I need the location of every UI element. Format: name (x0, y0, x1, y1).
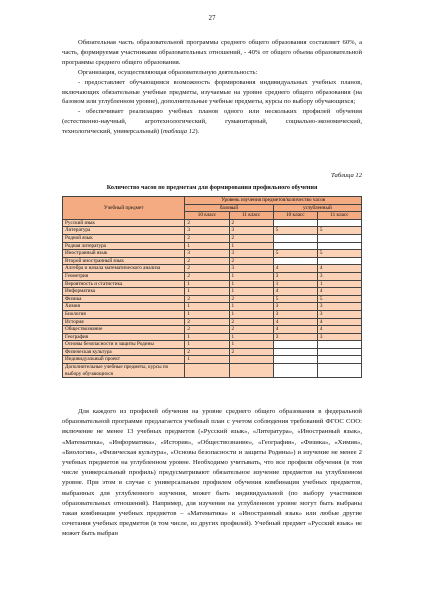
hours-cell: 4 (273, 318, 317, 326)
hours-cell (185, 364, 229, 378)
hours-cell: 1 (229, 272, 273, 280)
hours-cell: 5 (273, 250, 317, 258)
header-grade: 10 класс (273, 212, 317, 220)
table-row (63, 219, 362, 227)
table-row (63, 333, 362, 341)
subject-cell: Иностранный язык (63, 250, 185, 258)
subject-cell: Физика (63, 295, 185, 303)
hours-cell: 2 (185, 318, 229, 326)
subject-cell: Химия (63, 303, 185, 311)
table-row (63, 326, 362, 334)
table-row (63, 272, 362, 280)
hours-cell: 1 (229, 288, 273, 296)
bottom-text (62, 407, 362, 540)
hours-cell: 3 (229, 227, 273, 235)
hours-cell: 3 (185, 227, 229, 235)
header-advanced: углубленный (273, 204, 361, 212)
table-row (63, 303, 362, 311)
hours-cell: 2 (185, 272, 229, 280)
table-title: Количество часов по предметам для формирования профильного обучения (106, 184, 318, 191)
hours-cell: 3 (185, 250, 229, 258)
hours-cell: 5 (317, 250, 361, 258)
table-row (63, 356, 362, 364)
hours-cell: 2 (229, 257, 273, 265)
hours-cell (229, 364, 273, 378)
hours-cell (317, 348, 361, 356)
subject-cell: Индивидуальный проект (63, 356, 185, 364)
hours-cell: 4 (317, 318, 361, 326)
intro-paragraph-4-end: ). (195, 128, 200, 136)
table-reference: таблица 12 (162, 128, 196, 136)
hours-cell: 1 (185, 356, 229, 364)
hours-cell: 1 (229, 310, 273, 318)
header-grade: 11 класс (317, 212, 361, 220)
hours-cell: 1 (273, 280, 317, 288)
hours-cell: 1 (185, 288, 229, 296)
hours-cell: 2 (185, 257, 229, 265)
subject-cell: Обществознание (63, 326, 185, 334)
hours-cell: 2 (185, 348, 229, 356)
hours-cell: 3 (317, 272, 361, 280)
hours-cell: 5 (317, 295, 361, 303)
hours-cell: 1 (229, 341, 273, 349)
table-row (63, 280, 362, 288)
hours-cell: 1 (229, 303, 273, 311)
table-number: Таблица 12 (331, 172, 362, 179)
hours-cell (317, 341, 361, 349)
page-number: 27 (208, 14, 216, 22)
hours-cell: 3 (229, 265, 273, 273)
intro-paragraph-4-text: - обеспечивает реализацию учебных планов одного или нескольких профилей обучения (естественно-научный, агротехнологический, гуманитарный, социально-экономический, технологический, универсальный) ( (62, 108, 362, 136)
subject-cell: Основы безопасности и защиты Родины (63, 341, 185, 349)
table-body (63, 219, 362, 377)
hours-cell: 2 (229, 219, 273, 227)
subject-cell: Литература (63, 227, 185, 235)
hours-cell: 1 (185, 341, 229, 349)
subject-cell: Русский язык (63, 219, 185, 227)
table-row (63, 341, 362, 349)
hours-cell: 3 (229, 250, 273, 258)
subject-cell: Второй иностранный язык (63, 257, 185, 265)
intro-paragraph-2: Организация, осуществляющая образовательную деятельность: (78, 68, 258, 76)
hours-cell: 1 (185, 303, 229, 311)
hours-table (62, 196, 362, 378)
hours-cell: 3 (273, 333, 317, 341)
hours-cell: 4 (317, 326, 361, 334)
subject-cell: Родная литература (63, 242, 185, 250)
hours-cell: 2 (185, 219, 229, 227)
hours-cell: 1 (317, 280, 361, 288)
table-row (63, 348, 362, 356)
hours-cell: 5 (273, 227, 317, 235)
table-row (63, 242, 362, 250)
table-row (63, 288, 362, 296)
hours-cell: 2 (229, 326, 273, 334)
header-basic: базовый (185, 204, 273, 212)
table-row (63, 250, 362, 258)
hours-cell: 2 (229, 318, 273, 326)
table-row (63, 318, 362, 326)
hours-cell: 1 (185, 242, 229, 250)
subject-cell: Физическая культура (63, 348, 185, 356)
hours-cell: 2 (185, 295, 229, 303)
header-level: Уровень изучения предметов/количество часов (185, 197, 362, 205)
subject-cell: Информатика (63, 288, 185, 296)
subject-cell: История (63, 318, 185, 326)
header-grade: 11 класс (229, 212, 273, 220)
hours-cell (273, 234, 317, 242)
hours-cell: 5 (317, 227, 361, 235)
hours-cell (273, 364, 317, 378)
table-row (63, 310, 362, 318)
bottom-paragraph: Для каждого из профилей обучения на уровне среднего общего образования в федеральной образовательной программе предлагается учебный план с учетом соблюдения требований ФГОС СОО: включение не менее 13 учебных предметов («Русский язык», «Литература», «Иностранный язык», «Математика», «Информатика», «История», «Обществознание», «География», «Физика», «Химия», «Биология», «Физическая культура», «Основы безопасности и защиты Родины») и изучение не менее 2 учебных предметов на углубленном уровне. Необходимо учитывать, что все профили обучения (в том числе универсальный профиль) предусматривают обязательное изучение предметов на углубленном уровне. При этом в случае с универсальным профилем обучения комбинация учебных предметов, выбранных для углубленного изучения, может быть индивидуальной (по выбору участников образовательных отношений). Например, для изучения на углубленном уровне могут быть выбраны такая комбинация учебных предметов – «Математика» и «Иностранный язык» или любые другие сочетания учебных предметов (в том числе, из других профилей). Учебный предмет «Русский язык» не может быть выбран (62, 408, 362, 538)
hours-cell: 3 (317, 303, 361, 311)
hours-cell: 4 (273, 288, 317, 296)
hours-cell (273, 341, 317, 349)
hours-cell: 2 (185, 326, 229, 334)
hours-cell: 3 (273, 272, 317, 280)
subject-cell: Биология (63, 310, 185, 318)
hours-cell: 4 (273, 265, 317, 273)
hours-cell: 3 (273, 310, 317, 318)
hours-cell: 3 (317, 310, 361, 318)
hours-cell (317, 356, 361, 364)
intro-paragraph-1: Обязательная часть образовательной программы среднего общего образования составляет 60%, а часть, формируемая участниками образовательных отношений, - 40% от общего объема образовательной программы среднего общего образования. (62, 39, 362, 66)
table-row (63, 265, 362, 273)
hours-cell (273, 356, 317, 364)
intro-text (62, 38, 362, 137)
hours-cell (273, 219, 317, 227)
subject-cell: География (63, 333, 185, 341)
hours-cell: 1 (185, 333, 229, 341)
hours-cell (317, 219, 361, 227)
hours-cell (273, 242, 317, 250)
hours-cell (317, 242, 361, 250)
table-row (63, 295, 362, 303)
intro-paragraph-3: - предоставляет обучающимся возможность формирования индивидуальных учебных планов, включающих обязательные учебные предметы, изучаемые на уровне среднего общего образования (на базовом или углубленном уровне), дополнительные учебные предметы, курсы по выбору обучающихся; (62, 78, 362, 106)
table-row (63, 227, 362, 235)
hours-cell: 2 (229, 234, 273, 242)
hours-cell: 5 (273, 295, 317, 303)
hours-cell: 1 (229, 242, 273, 250)
hours-cell: 1 (229, 333, 273, 341)
hours-cell (273, 348, 317, 356)
hours-cell: 2 (229, 295, 273, 303)
hours-cell: 2 (185, 265, 229, 273)
hours-cell (229, 356, 273, 364)
hours-cell: 1 (185, 280, 229, 288)
hours-cell: 2 (185, 234, 229, 242)
hours-cell: 1 (229, 280, 273, 288)
hours-cell: 3 (273, 303, 317, 311)
hours-cell: 4 (317, 265, 361, 273)
hours-cell: 4 (317, 288, 361, 296)
table-row (63, 234, 362, 242)
hours-cell (317, 364, 361, 378)
hours-cell: 4 (273, 326, 317, 334)
subject-cell: Вероятность и статистика (63, 280, 185, 288)
hours-cell: 3 (317, 333, 361, 341)
subject-cell: Геометрия (63, 272, 185, 280)
table-row (63, 364, 362, 378)
hours-cell (317, 234, 361, 242)
intro-paragraph-4 (62, 107, 362, 137)
hours-cell (273, 257, 317, 265)
subject-cell: Дополнительные учебные предметы, курсы по выбору обучающихся (63, 364, 185, 378)
hours-cell (317, 257, 361, 265)
hours-cell: 1 (185, 310, 229, 318)
header-grade: 10 класс (185, 212, 229, 220)
subject-cell: Родной язык (63, 234, 185, 242)
subject-cell: Алгебра и начала математического анализа (63, 265, 185, 273)
header-subject: Учебный предмет (63, 197, 185, 220)
table-row (63, 257, 362, 265)
hours-cell: 2 (229, 348, 273, 356)
